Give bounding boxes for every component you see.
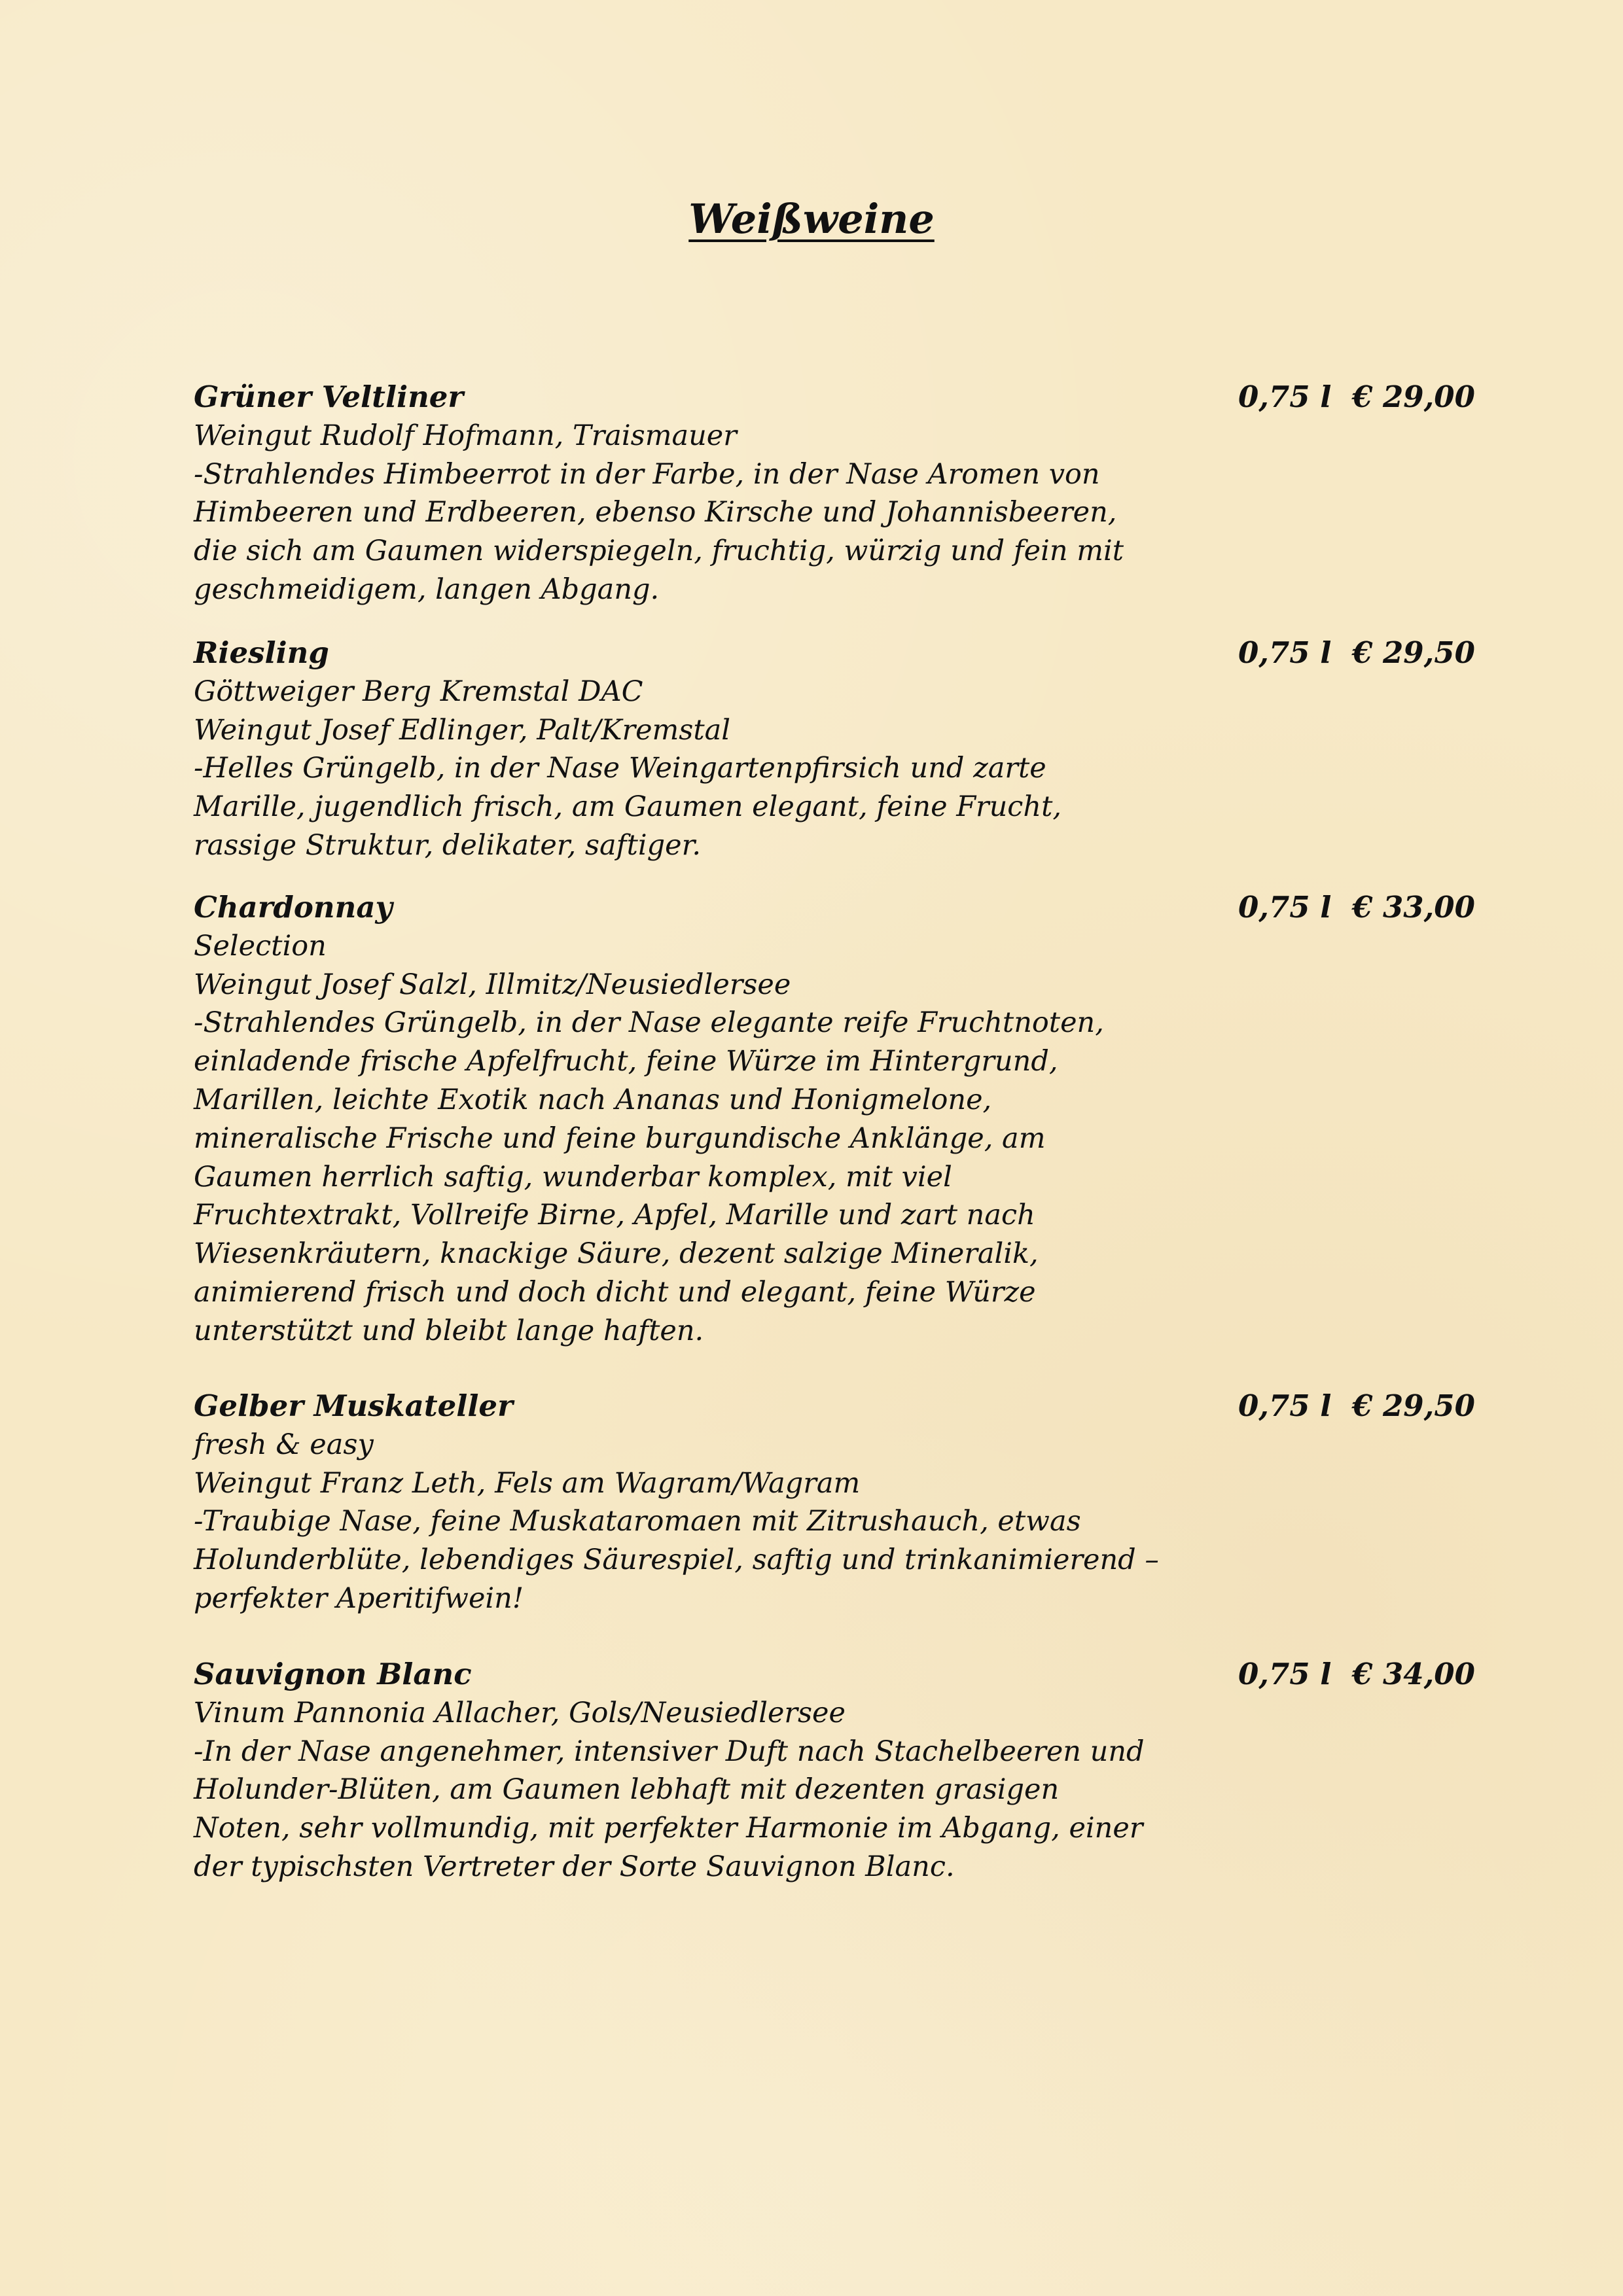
- wine-entry-sauvignon-blanc: [194, 1655, 1475, 1886]
- wine-price: € 33,00: [1352, 890, 1475, 925]
- wine-volume: 0,75 l: [1238, 1388, 1332, 1423]
- wine-text-line: -Helles Grüngelb, in der Nase Weingartenpfirsich und zarte: [194, 752, 1046, 785]
- wine-text-line: Himbeeren und Erdbeeren, ebenso Kirsche und Johannisbeeren,: [194, 496, 1117, 529]
- wine-text-line: Weingut Josef Edlinger, Palt/Kremstal: [194, 713, 731, 747]
- wine-text-line: rassige Struktur, delikater, saftiger.: [194, 828, 702, 862]
- wine-description: [194, 378, 1123, 609]
- wine-text-line: Fruchtextrakt, Vollreife Birne, Apfel, Marille und zart nach: [194, 1199, 1035, 1232]
- wine-price: € 34,00: [1352, 1657, 1475, 1691]
- wine-text-line: Weingut Rudolf Hofmann, Traismauer: [194, 419, 737, 452]
- wine-price: € 29,00: [1352, 380, 1475, 414]
- wine-entry-riesling: [194, 634, 1475, 865]
- wine-text-line: Vinum Pannonia Allacher, Gols/Neusiedlersee: [194, 1696, 846, 1729]
- wine-text-line: Weingut Josef Salzl, Illmitz/Neusiedlersee: [194, 968, 791, 1001]
- wine-text-line: -Strahlendes Himbeerrot in der Farbe, in der Nase Aromen von: [194, 457, 1100, 491]
- wine-text-line: Gaumen herrlich saftig, wunderbar komplex, mit viel: [194, 1160, 952, 1193]
- wine-text-line: fresh & easy: [194, 1428, 374, 1461]
- wine-text-line: Wiesenkräutern, knackige Säure, dezent salzige Mineralik,: [194, 1237, 1039, 1271]
- wine-text-line: der typischsten Vertreter der Sorte Sauvignon Blanc.: [194, 1850, 955, 1883]
- wine-text-line: unterstützt und bleibt lange haften.: [194, 1314, 704, 1347]
- wine-text-line: die sich am Gaumen widerspiegeln, fruchtig, würzig und fein mit: [194, 535, 1124, 568]
- wine-text-line: Noten, sehr vollmundig, mit perfekter Harmonie im Abgang, einer: [194, 1812, 1143, 1845]
- wine-text-line: mineralische Frische und feine burgundische Anklänge, am: [194, 1122, 1046, 1155]
- wine-text-line: Marille, jugendlich frisch, am Gaumen elegant, feine Frucht,: [194, 790, 1062, 824]
- wine-text-line: Selection: [194, 929, 327, 963]
- wine-text-line: -Strahlendes Grüngelb, in der Nase elegante reife Fruchtnoten,: [194, 1006, 1104, 1040]
- wine-description: [194, 1387, 1159, 1618]
- wine-entry-gruener-veltliner: [194, 378, 1475, 609]
- wine-name: Riesling: [194, 635, 329, 670]
- wine-name: Grüner Veltliner: [194, 380, 464, 414]
- wine-price: € 29,50: [1352, 1388, 1475, 1423]
- page-title: Weißweine: [688, 195, 935, 243]
- wine-text-line: Weingut Franz Leth, Fels am Wagram/Wagram: [194, 1466, 861, 1500]
- wine-name: Chardonnay: [194, 890, 393, 925]
- wine-text-line: Holunderblüte, lebendiges Säurespiel, saftig und trinkanimierend –: [194, 1544, 1159, 1577]
- wine-text-line: Marillen, leichte Exotik nach Ananas und Honigmelone,: [194, 1083, 992, 1116]
- wine-name: Sauvignon Blanc: [194, 1657, 472, 1691]
- wine-entry-gelber-muskateller: [194, 1387, 1475, 1618]
- wine-text-line: einladende frische Apfelfrucht, feine Würze im Hintergrund,: [194, 1045, 1058, 1078]
- wine-volume: 0,75 l: [1238, 890, 1332, 925]
- wine-text-line: -In der Nase angenehmer, intensiver Duft nach Stachelbeeren und: [194, 1735, 1145, 1768]
- wine-volume: 0,75 l: [1238, 380, 1332, 414]
- wine-description: [194, 889, 1123, 1351]
- wine-text-line: Göttweiger Berg Kremstal DAC: [194, 675, 643, 708]
- wine-volume: 0,75 l: [1238, 1657, 1332, 1691]
- wine-entry-chardonnay: [194, 889, 1475, 1351]
- wine-text-line: animierend frisch und doch dicht und elegant, feine Würze: [194, 1275, 1036, 1309]
- wine-name: Gelber Muskateller: [194, 1388, 513, 1423]
- wine-text-line: Holunder-Blüten, am Gaumen lebhaft mit dezenten grasigen: [194, 1773, 1060, 1807]
- wine-description: [194, 634, 1123, 865]
- wine-text-line: geschmeidigem, langen Abgang.: [194, 573, 660, 606]
- wine-volume: 0,75 l: [1238, 635, 1332, 670]
- wine-text-line: -Traubige Nase, feine Muskataromaen mit Zitrushauch, etwas: [194, 1505, 1081, 1538]
- wine-price: € 29,50: [1352, 635, 1475, 670]
- wine-text-line: perfekter Aperitifwein!: [194, 1581, 524, 1615]
- wine-description: [194, 1655, 1145, 1886]
